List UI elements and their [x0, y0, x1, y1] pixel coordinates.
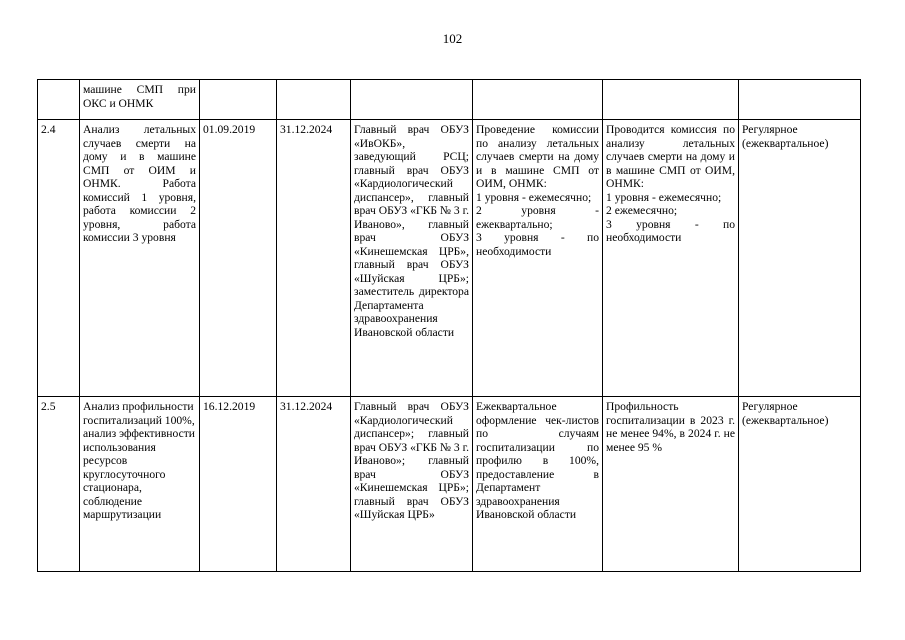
cell-start — [200, 80, 277, 120]
cell-result — [473, 80, 603, 120]
cell-end: 31.12.2024 — [277, 120, 351, 397]
cell-start: 01.09.2019 — [200, 120, 277, 397]
indicator-line: Профильность госпитализации в 2023 г. не менее 94%, в 2024 г. не менее 95 % — [606, 400, 735, 454]
result-line: Ежеквартальное оформление чек-листов по случаям госпитализации по профилю в 100%, предоставление в Департамент здравоохранения Ивановской области — [476, 400, 599, 521]
cell-num: 2.5 — [38, 397, 80, 572]
cell-end: 31.12.2024 — [277, 397, 351, 572]
cell-indicator — [603, 120, 739, 397]
cell-responsible — [351, 80, 473, 120]
cell-frequency — [739, 80, 861, 120]
indicator-line: Проводится комиссия по анализу летальных случаев смерти на дому и в машине СМП от ОИМ, ОНМК: — [606, 123, 735, 190]
cell-frequency: Регулярное (ежеквартальное) — [739, 120, 861, 397]
table-row — [38, 397, 861, 572]
table-row-continuation — [38, 80, 861, 120]
indicator-line: 3 уровня - по необходимости — [606, 217, 735, 244]
result-line: Проведение комиссии по анализу летальных случаев смерти на дому и в машине СМП от ОИМ, ОНМК: — [476, 123, 599, 190]
result-line: 2 уровня - ежеквартально; — [476, 204, 599, 231]
cell-indicator — [603, 397, 739, 572]
result-line: 1 уровня - ежемесячно; — [476, 190, 592, 204]
cell-frequency: Регулярное (ежеквартальное) — [739, 397, 861, 572]
cell-start: 16.12.2019 — [200, 397, 277, 572]
cell-num — [38, 80, 80, 120]
cell-num: 2.4 — [38, 120, 80, 397]
cell-measure: Анализ летальных случаев смерти на дому и в машине СМП от ОИМ и ОНМК. Работа комиссий 1 уровня, работа комиссии 2 уровня, работа комиссии 3 уровня — [80, 120, 200, 397]
indicator-line: 2 ежемесячно; — [606, 204, 678, 217]
page-number: 102 — [442, 31, 463, 46]
cell-responsible: Главный врач ОБУЗ «ИвОКБ», заведующий РСЦ; главный врач ОБУЗ «Кардиологический диспансер», главный врач ОБУЗ «ГКБ № 3 г. Иваново», главный врач ОБУЗ «Кинешемская ЦРБ», главный врач ОБУЗ «Шуйская ЦРБ»; заместитель директора Департамента здравоохранения Ивановской области — [351, 120, 473, 397]
measures-table — [37, 79, 861, 572]
cell-end — [277, 80, 351, 120]
cell-result — [473, 397, 603, 572]
cell-measure: Анализ профильности госпитализаций 100%, анализ эффективности использования ресурсов круглосуточного стационара, соблюдение маршрутизации — [80, 397, 200, 572]
cell-result — [473, 120, 603, 397]
result-line: 3 уровня - по необходимости — [476, 231, 599, 258]
cell-indicator — [603, 80, 739, 120]
cell-responsible: Главный врач ОБУЗ «Кардиологический диспансер»; главный врач ОБУЗ «ГКБ № 3 г. Иваново»; главный врач ОБУЗ «Кинешемская ЦРБ»; главный врач ОБУЗ «Шуйская ЦРБ» — [351, 397, 473, 572]
cell-measure: машине СМП при ОКС и ОНМК — [80, 80, 200, 120]
table-row — [38, 120, 861, 397]
indicator-line: 1 уровня - ежемесячно; — [606, 190, 722, 204]
